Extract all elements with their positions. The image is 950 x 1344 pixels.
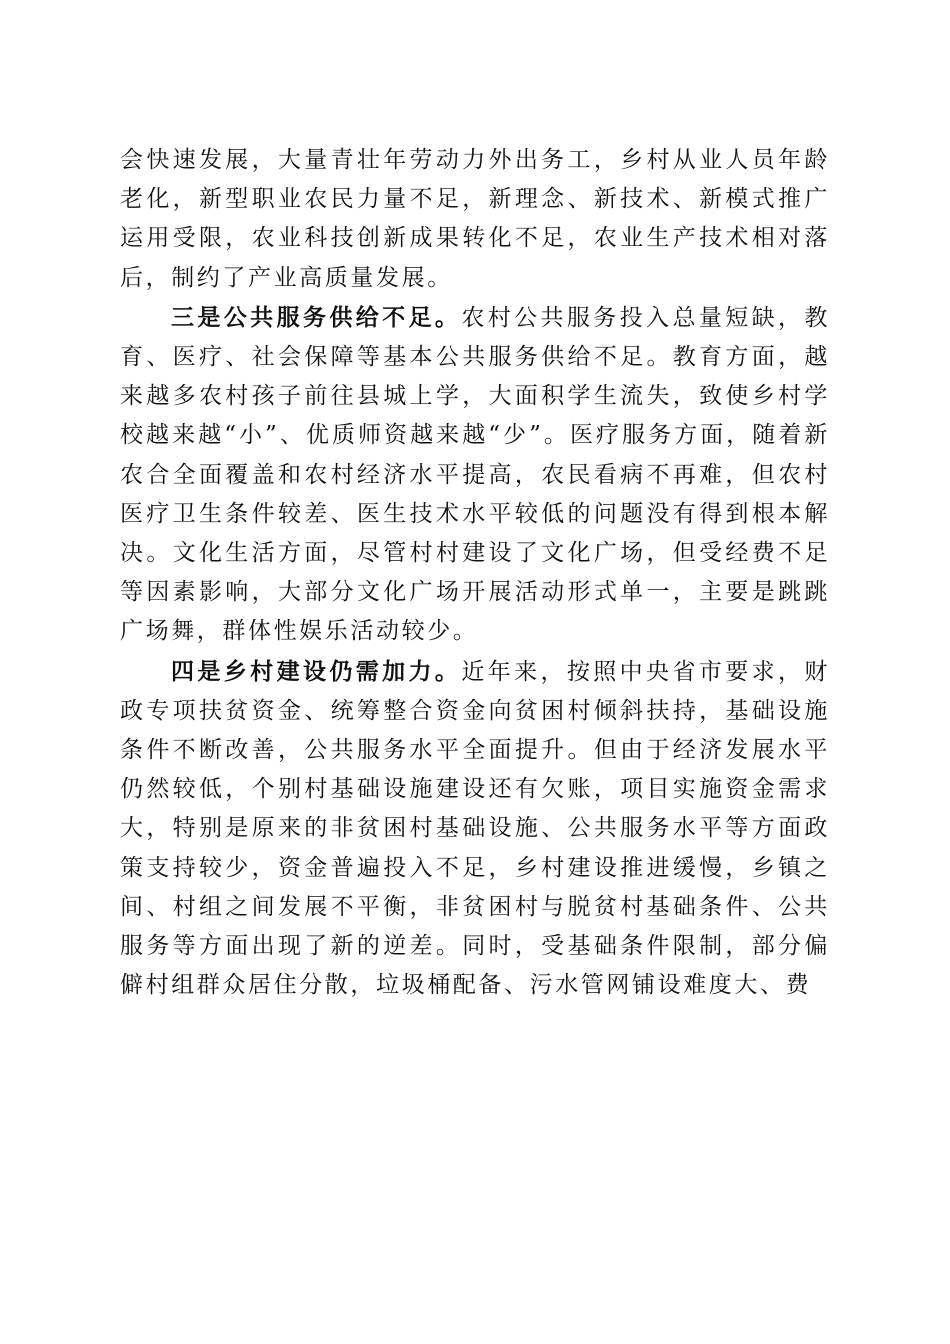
paragraph-body: 会快速发展，大量青壮年劳动力外出务工，乡村从业人员年龄老化，新型职业农民力量不足，新理念、新技术、新模式推广运用受限，农业科技创新成果转化不足，农业生产技术相对落后，制约了产业高质量发展。 (120, 147, 830, 291)
paragraph-rural-construction (120, 652, 830, 1006)
document-body (120, 141, 830, 1005)
paragraph-heading: 四是乡村建设仍需加力。 (171, 657, 462, 685)
paragraph-body: 农村公共服务投入总量短缺，教育、医疗、社会保障等基本公共服务供给不足。教育方面，越来越多农村孩子前往县城上学，大面积学生流失，致使乡村学校越来越“小”、优质师资越来越“少”。医疗服务方面，随着新农合全面覆盖和农村经济水平提高，农民看病不再难，但农村医疗卫生条件较差、医生技术水平较低的问题没有得到根本解决。文化生活方面，尽管村村建设了文化广场，但受经费不足等因素影响，大部分文化广场开展活动形式单一，主要是跳跳广场舞，群体性娱乐活动较少。 (120, 304, 830, 645)
paragraph-public-services (120, 298, 830, 652)
paragraph-continuation (120, 141, 830, 298)
paragraph-heading: 三是公共服务供给不足。 (171, 303, 462, 331)
paragraph-body: 近年来，按照中央省市要求，财政专项扶贫资金、统筹整合资金向贫困村倾斜扶持，基础设施条件不断改善，公共服务水平全面提升。但由于经济发展水平仍然较低，个别村基础设施建设还有欠账，项目实施资金需求大，特别是原来的非贫困村基础设施、公共服务水平等方面政策支持较少，资金普遍投入不足，乡村建设推进缓慢，乡镇之间、村组之间发展不平衡，非贫困村与脱贫村基础条件、公共服务等方面出现了新的逆差。同时，受基础条件限制，部分偏僻村组群众居住分散，垃圾桶配备、污水管网铺设难度大、费 (120, 658, 830, 999)
